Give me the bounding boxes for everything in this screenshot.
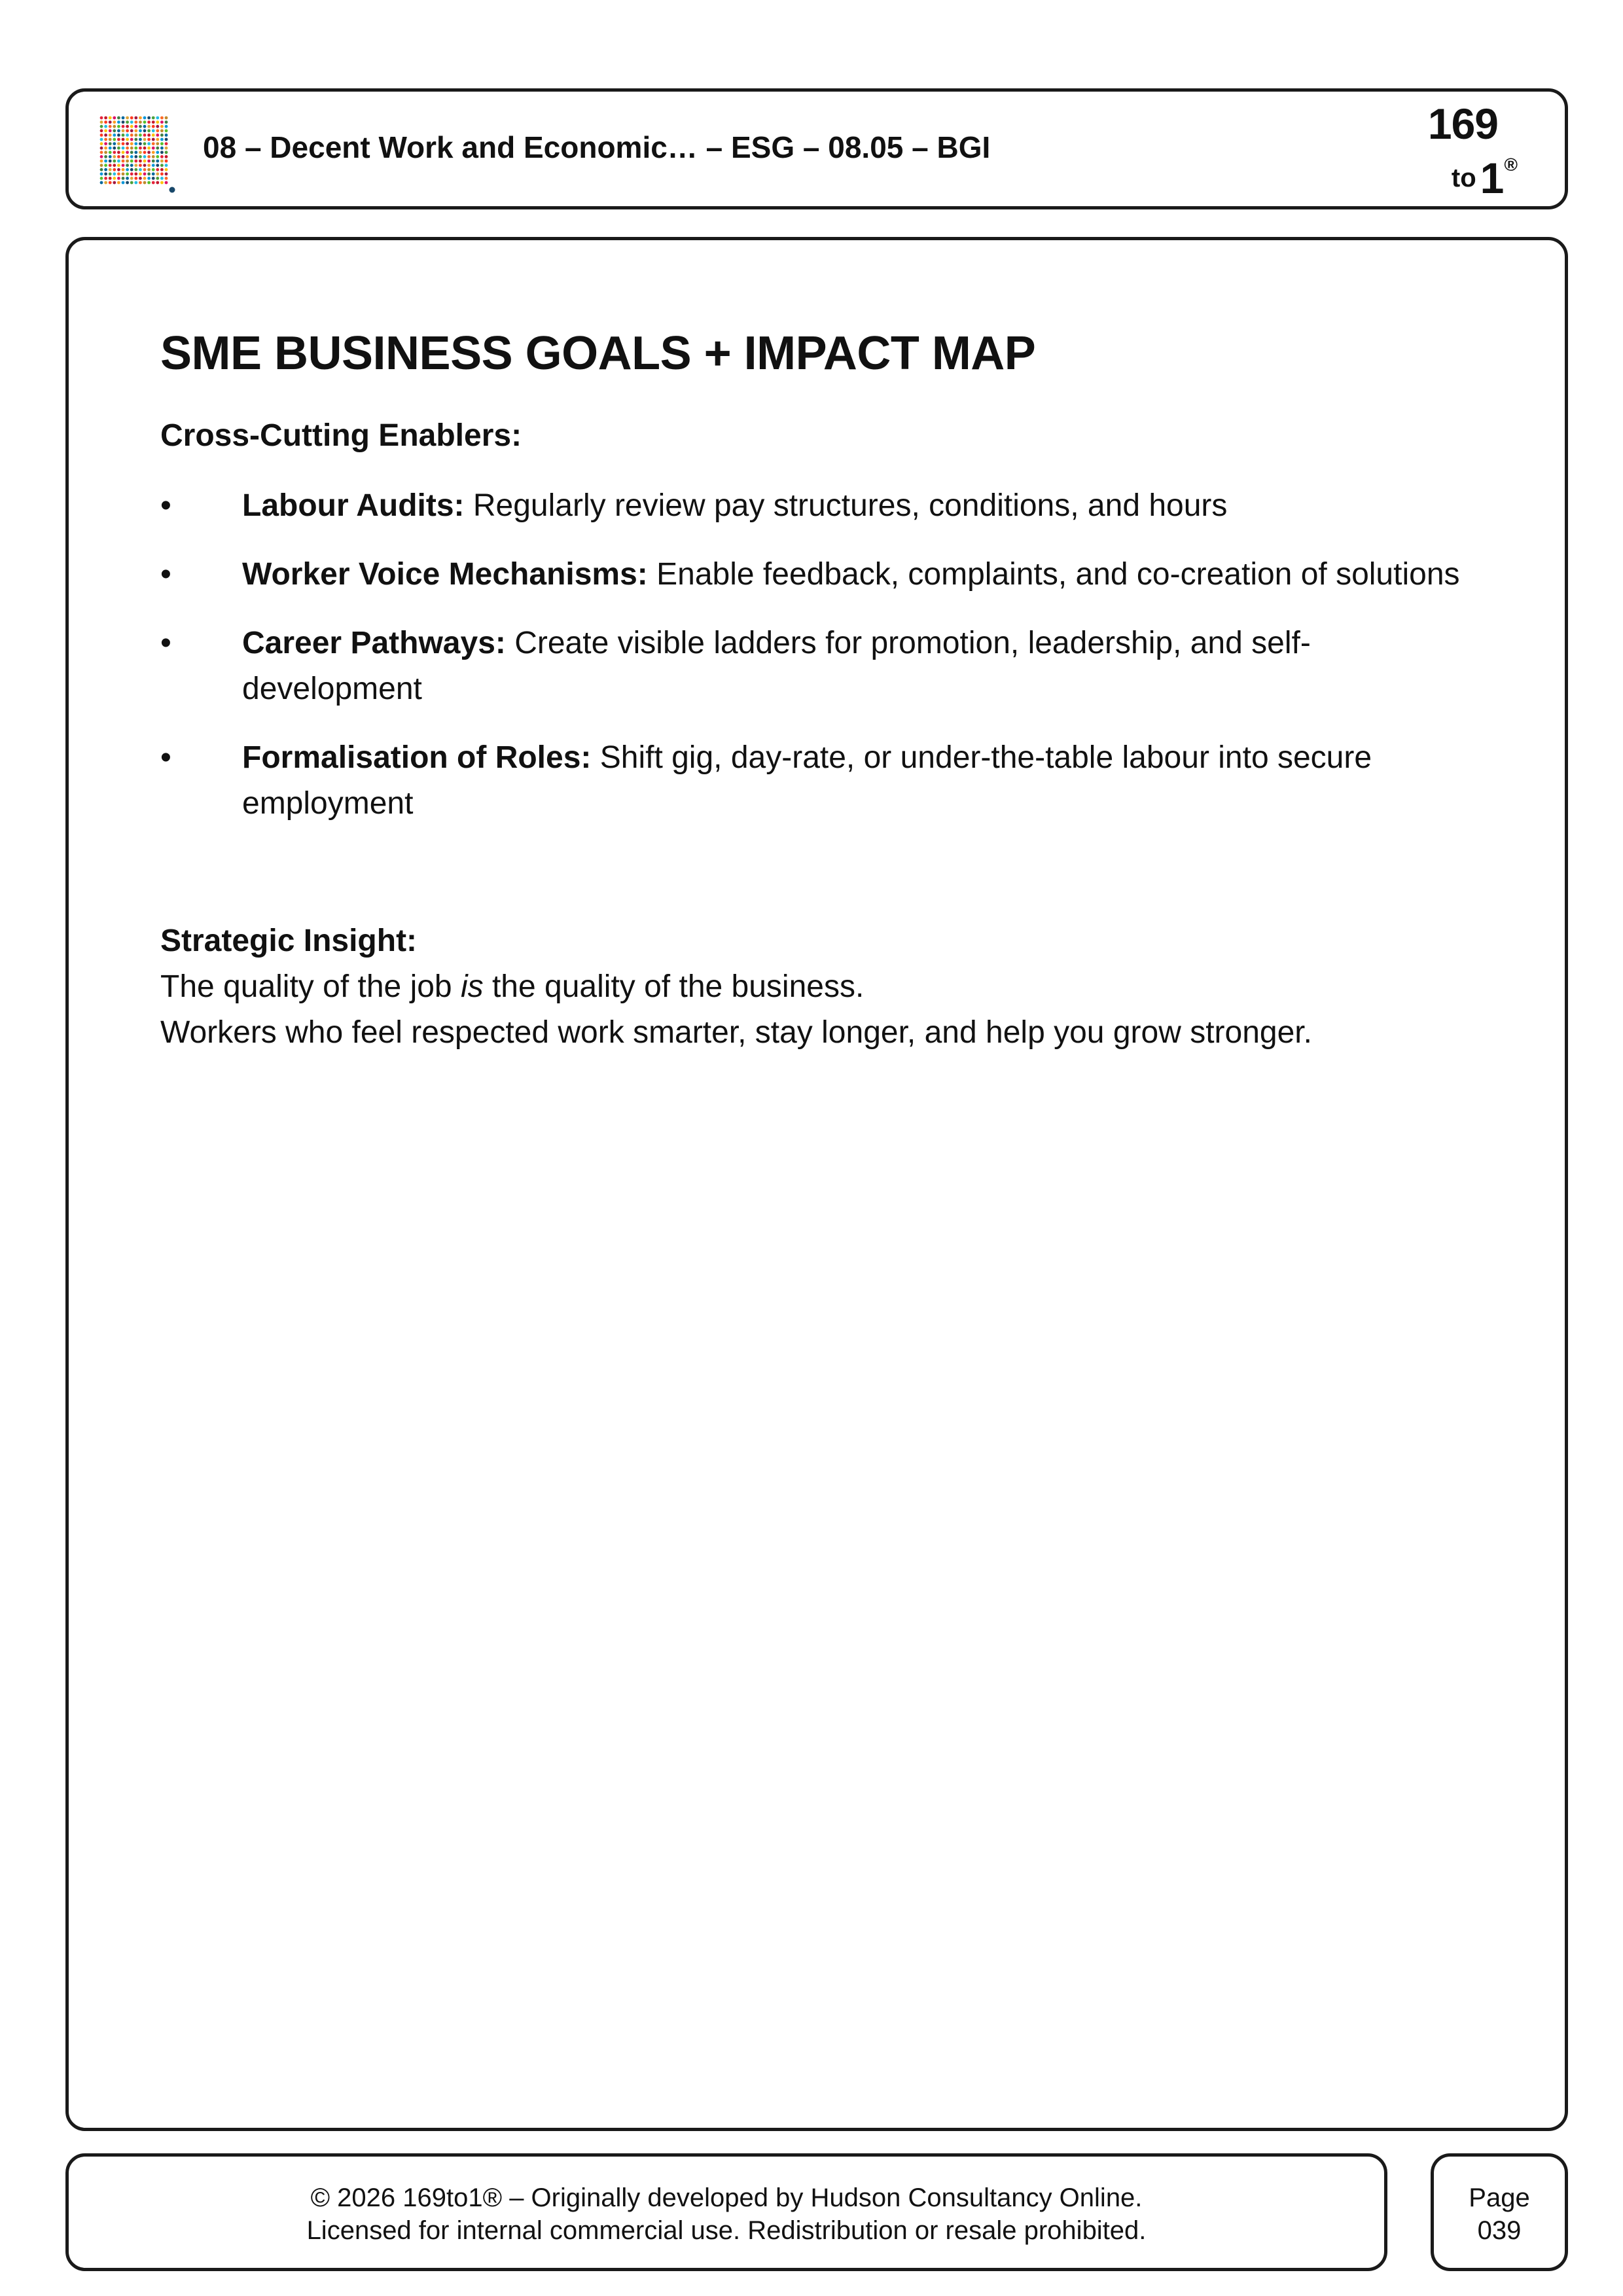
insight-emphasis: is xyxy=(460,969,484,1004)
brand-logo xyxy=(1393,98,1518,203)
content-area xyxy=(160,325,1482,1056)
footer xyxy=(65,2153,1387,2271)
enablers-heading: Cross-Cutting Enablers: xyxy=(160,418,522,454)
bullet-icon: • xyxy=(160,740,171,775)
header-title: 08 – Decent Work and Economic… – ESG – 08.05 – BGI xyxy=(203,130,991,164)
main-panel xyxy=(65,237,1568,2131)
enabler-term: Labour Audits: xyxy=(242,488,465,523)
enabler-text: Shift gig, day-rate, or under-the-table labour into secure employment xyxy=(242,740,1372,821)
enabler-text: Regularly review pay structures, conditions, and hours xyxy=(464,488,1228,523)
enabler-text: Create visible ladders for promotion, leadership, and self-development xyxy=(242,625,1311,706)
insight-line-2: Workers who feel respected work smarter, stay longer, and help you grow stronger. xyxy=(160,1014,1312,1050)
brand-to: to xyxy=(1451,164,1476,192)
insight-heading: Strategic Insight: xyxy=(160,923,418,958)
page-label: Page xyxy=(1469,2183,1530,2212)
bullet-icon: • xyxy=(160,488,171,523)
bullet-icon: • xyxy=(160,556,171,592)
list-item xyxy=(160,735,1482,827)
footer-text xyxy=(69,2181,1384,2247)
page-indicator xyxy=(1434,2181,1565,2247)
brand-number: 169 xyxy=(1427,99,1498,148)
brand-one: 1 xyxy=(1480,154,1505,202)
sdg-dot-grid-icon xyxy=(99,115,177,194)
copyright-line: © 2026 169to1® – Originally developed by Hudson Consultancy Online. xyxy=(310,2183,1143,2212)
list-item xyxy=(160,552,1482,598)
brand-subtext xyxy=(1452,156,1518,200)
enabler-term: Worker Voice Mechanisms: xyxy=(242,556,648,592)
page-number: 039 xyxy=(1477,2216,1522,2245)
insight-line-1-start: The quality of the job xyxy=(160,969,461,1004)
enablers-list xyxy=(160,483,1482,827)
enabler-term: Formalisation of Roles: xyxy=(242,740,592,775)
strategic-insight xyxy=(160,918,1482,1056)
insight-line-1-end: the quality of the business. xyxy=(483,969,865,1004)
license-line: Licensed for internal commercial use. Redistribution or resale prohibited. xyxy=(306,2216,1147,2245)
bullet-icon: • xyxy=(160,625,171,660)
insight-line-1 xyxy=(160,964,1482,1010)
list-item xyxy=(160,483,1482,529)
page-number-box xyxy=(1431,2153,1568,2271)
page-header xyxy=(65,88,1568,209)
enabler-text: Enable feedback, complaints, and co-creation of solutions xyxy=(647,556,1460,592)
list-item xyxy=(160,620,1482,712)
page-title: SME BUSINESS GOALS + IMPACT MAP xyxy=(160,327,1036,380)
enabler-term: Career Pathways: xyxy=(242,625,506,660)
brand-registered-mark: ® xyxy=(1504,154,1518,175)
